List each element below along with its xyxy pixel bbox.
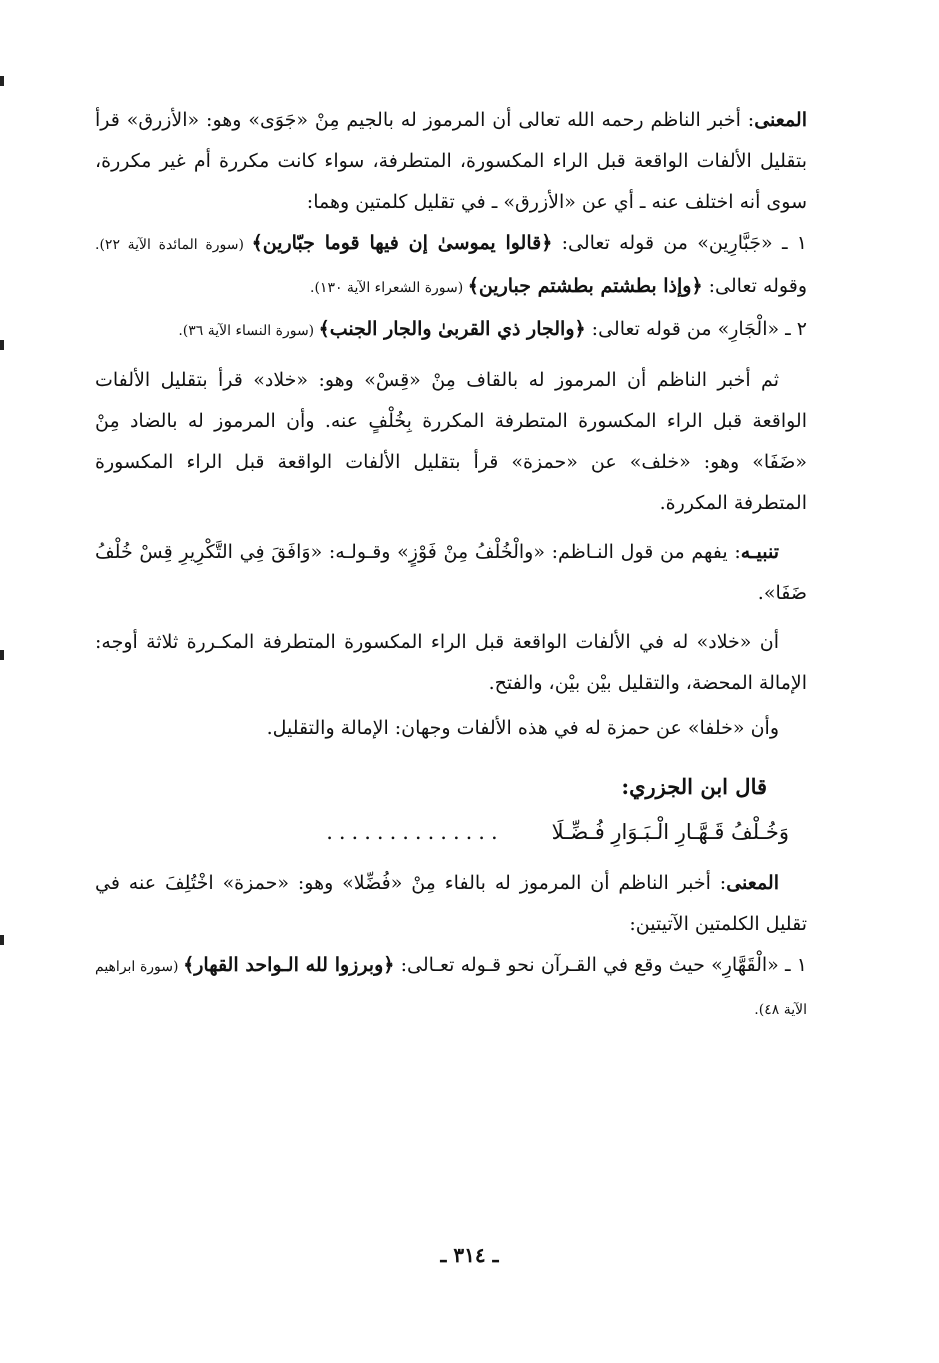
list-number: ١ ـ	[785, 954, 807, 976]
scan-edge-mark	[0, 650, 4, 660]
paragraph-note	[95, 532, 807, 614]
list-item-1	[95, 223, 807, 309]
paragraph-meaning-1	[95, 100, 807, 223]
word: «الْجَارِ»	[717, 318, 780, 340]
list-number: ٢ ـ	[785, 318, 807, 340]
paragraph-lead: تنبيـه	[740, 541, 779, 563]
paragraph-text: : أخبر الناظم أن المرموز له بالفاء مِنْ «فُضِّلا» وهو: «حمزة» اخْتُلِفَ عنه في تقليل الكلمتين الآتيتين:	[95, 872, 807, 935]
scan-edge-mark	[0, 340, 4, 350]
word: «الْقَهَّارِ»	[711, 954, 779, 976]
quran-quote: ﴿والجار ذي القربىٰ والجار الجنب﴾	[318, 318, 586, 340]
text: حيث وقع في القـرآن نحو قـوله تعـالى:	[394, 954, 712, 976]
paragraph-2: ثم أخبر الناظم أن المرموز له بالقاف مِنْ «قِسْ» وهو: «خلاد» قرأ بتقليل الألفات الواقعة قبل الراء المكسورة المتطرفة المكررة بِخُلْفٍ عنه. وأن المرموز له بالضاد مِنْ «ضَفَا» وهو: «خلف» عن «حمزة» قرأ بتقليل الألفات الواقعة قبل الراء المكسورة المتطرفة المكررة.	[95, 369, 807, 514]
list-number: ١ ـ	[781, 232, 808, 254]
word: «جَبَّارِين»	[697, 232, 773, 254]
verse-line	[95, 809, 807, 855]
paragraph-5: وأن «خلفا» عن حمزة له في هذه الألفات وجهان: الإمالة والتقليل.	[266, 717, 779, 739]
surah-reference: (سورة المائدة الآية ٢٢).	[95, 237, 252, 253]
text: من قوله تعالى:	[552, 232, 698, 254]
surah-reference: (سورة الشعراء الآية ١٣٠).	[310, 280, 468, 296]
paragraph-4: أن «خلاد» له في الألفات الواقعة قبل الراء المكسورة المتطرفة المكـررة ثلاثة أوجه: الإمالة المحضة، والتقليل بيْن بيْن، والفتح.	[95, 631, 807, 694]
scan-edge-mark	[0, 76, 4, 86]
paragraph-lead: المعنى	[726, 872, 779, 894]
surah-reference: (سورة ابراهيم الآية ٤٨).	[95, 959, 807, 1018]
paragraph-text: : أخبر الناظم رحمه الله تعالى أن المرموز له بالجيم مِنْ «جَوَى» وهو: «الأزرق» قرأ بتقليل الألفات الواقعة قبل الراء المكسورة، المتطرفة، سواء كانت مكررة أم غير مكررة، سوى أنه اختلف عنه ـ أي عن «الأزرق» ـ في تقليل كلمتين وهما:	[95, 109, 807, 213]
paragraph-text: : يفهم من قول النـاظم: «والْخُلْفُ مِنْ فَوْزٍ» وقـولـه: «وَافَقَ فِي التَّكْرِيرِ قِسْ خُلْفُ ضَفَا».	[95, 541, 807, 604]
page-number: ـ ٣١٤ ـ	[440, 1243, 499, 1267]
scan-edge-mark	[0, 935, 4, 945]
quran-quote: ﴿قالوا يموسىٰ إن فيها قوما جبّارين﴾	[251, 232, 553, 254]
verse-dots: ..............	[326, 820, 504, 844]
paragraph-lead: المعنى	[754, 109, 807, 131]
verse-heading: قال ابن الجزري:	[621, 774, 767, 799]
quran-quote: ﴿وإذا بطشتم بطشتم جبارين﴾	[467, 275, 703, 297]
paragraph-meaning-2	[95, 863, 807, 945]
quran-quote: ﴿وبرزوا لله الـواحد القهار﴾	[183, 954, 395, 976]
list-item-3	[95, 945, 807, 1031]
list-item-2	[95, 309, 807, 352]
surah-reference: (سورة النساء الآية ٣٦).	[178, 323, 319, 339]
verse-text: وَخُـلْفُ قَـهَّـارِ الْـبَـوَارِ فُـضِّـلَا	[551, 820, 789, 844]
text: من قوله تعالى:	[585, 318, 718, 340]
document-page	[95, 100, 807, 1340]
text: وقوله تعالى:	[702, 275, 807, 297]
